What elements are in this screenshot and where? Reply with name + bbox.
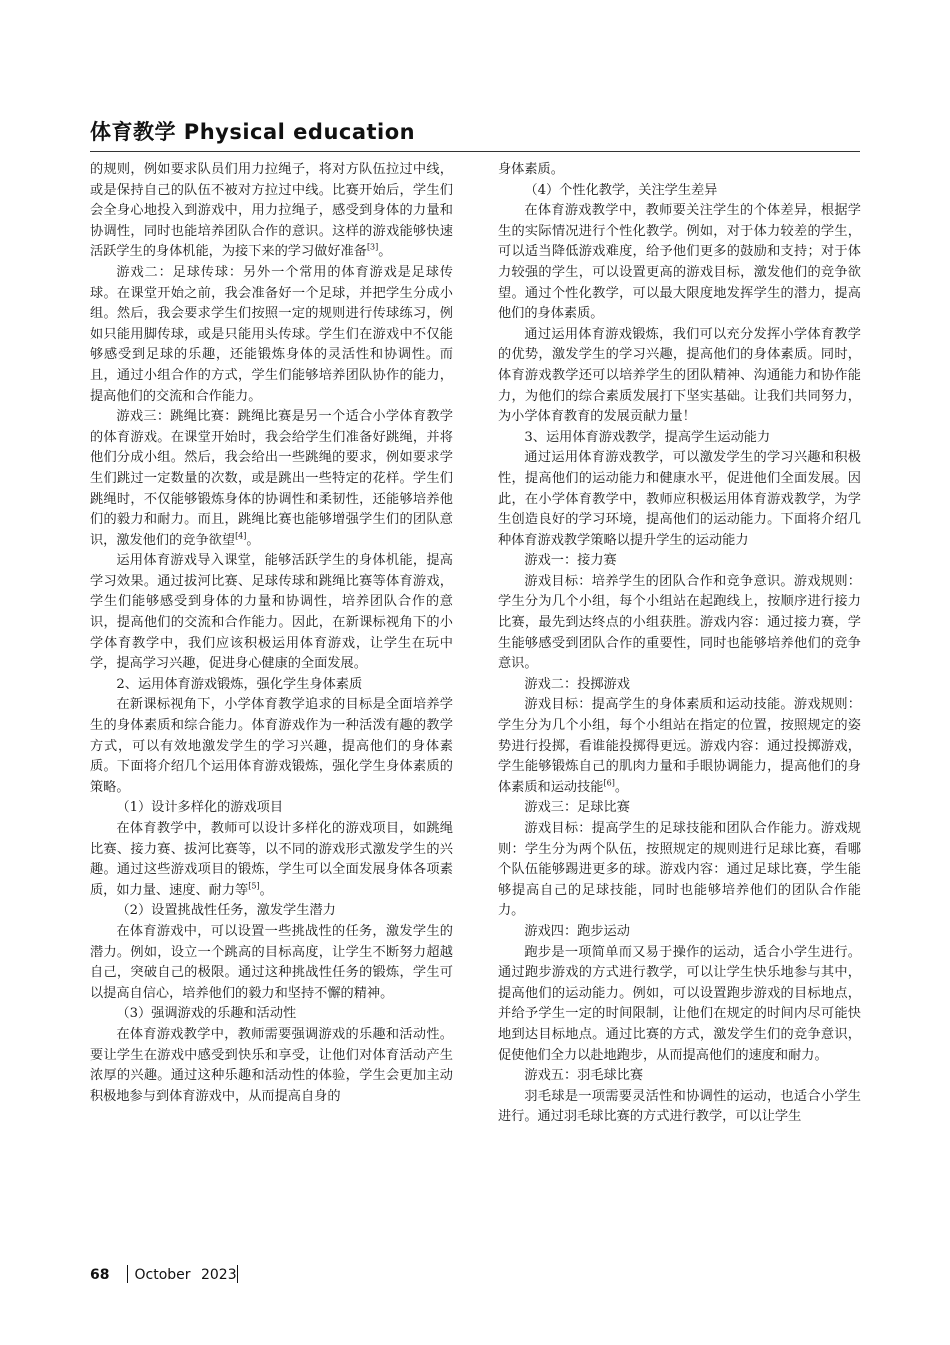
paragraph xyxy=(498,1066,861,1087)
header-divider xyxy=(90,151,860,152)
paragraph-text: （2）设置挑战性任务，激发学生潜力 xyxy=(116,903,336,919)
paragraph-text: 在体育游戏中，可以设置一些挑战性的任务，激发学生的潜力。例如，设立一个跳高的目标高度，让学生不断努力超越自己，突破自己的极限。通过这种挑战性任务的锻炼，学生可以提高自信心，培养他们的毅力和坚持不懈的精神。 xyxy=(90,923,453,1001)
citation-ref: [6] xyxy=(603,778,615,788)
page-footer xyxy=(90,1265,238,1283)
paragraph-end: 。 xyxy=(378,244,392,260)
paragraph xyxy=(90,922,453,1004)
paragraph-text: 游戏三：足球比赛 xyxy=(524,800,630,816)
paragraph-end: 。 xyxy=(246,532,260,548)
paragraph-text: 游戏目标：提高学生的身体素质和运动技能。游戏规则：学生分为几个小组，每个小组站在指定的位置，按照规定的姿势进行投掷，看谁能投掷得更远。游戏内容：通过投掷游戏，学生能够锻炼自己的肌肉力量和手眼协调能力，提高他们的身体素质和运动技能 xyxy=(498,697,861,795)
paragraph-text: 游戏目标：提高学生的足球技能和团队合作能力。游戏规则：学生分为两个队伍，按照规定的规则进行足球比赛，看哪个队伍能够踢进更多的球。游戏内容：通过足球比赛，学生能够提高自己的足球技能，同时也能够培养他们的团队合作能力。 xyxy=(498,821,861,919)
paragraph-text: （3）强调游戏的乐趣和活动性 xyxy=(116,1006,297,1022)
page-number: 68 xyxy=(90,1267,110,1283)
paragraph-text: 在体育游戏教学中，教师要关注学生的个体差异，根据学生的实际情况进行个性化教学。例如，对于体力较差的学生，可以适当降低游戏难度，给予他们更多的鼓励和支持；对于体力较强的学生，可以设置更高的游戏目标，激发他们的竞争欲望。通过个性化教学，可以最大限度地发挥学生的潜力，提高他们的身体素质。 xyxy=(498,203,861,322)
citation-ref: [3] xyxy=(366,242,379,252)
paragraph xyxy=(90,819,453,901)
paragraph-text: 在体育教学中，教师可以设计多样化的游戏项目，如跳绳比赛、接力赛、拔河比赛等，以不同的游戏形式激发学生的兴趣。通过这些游戏项目的锻炼，学生可以全面发展身体各项素质，如力量、速度、耐力等 xyxy=(90,821,453,898)
paragraph xyxy=(90,695,453,798)
paragraph xyxy=(498,201,861,325)
paragraph xyxy=(498,428,861,449)
paragraph-text: 2、运用体育游戏锻炼，强化学生身体素质 xyxy=(116,676,363,692)
paragraph-text: 游戏二：投掷游戏 xyxy=(524,676,630,692)
paragraph xyxy=(90,1004,453,1025)
paragraph-text: 游戏四：跑步运动 xyxy=(524,923,630,939)
paragraph xyxy=(90,1025,453,1107)
paragraph-text: 羽毛球是一项需要灵活性和协调性的运动，也适合小学生进行。通过羽毛球比赛的方式进行教学，可以让学生 xyxy=(498,1088,861,1125)
paragraph xyxy=(90,551,453,675)
paragraph xyxy=(90,407,453,551)
paragraph xyxy=(498,943,861,1067)
paragraph-text: 通过运用体育游戏教学，可以激发学生的学习兴趣和积极性，提高他们的运动能力和健康水平，促进他们全面发展。因此，在小学体育教学中，教师应积极运用体育游戏教学，为学生创造良好的学习环境，提高他们的运动能力。下面将介绍几种体育游戏教学策略以提升学生的运动能力 xyxy=(498,450,861,548)
running-header xyxy=(90,116,860,146)
issue-month: October xyxy=(134,1267,191,1283)
paragraph-text: （1）设计多样化的游戏项目 xyxy=(116,800,284,816)
paragraph-text: 游戏二：足球传球：另外一个常用的体育游戏是足球传球。在课堂开始之前，我会准备好一个足球，并把学生分成小组。然后，我会要求学生们按照一定的规则进行传球练习，例如只能用脚传球，或是只能用头传球。学生们在游戏中不仅能够感受到足球的乐趣，还能锻炼身体的灵活性和协调性。而且，通过小组合作的方式，学生们能够培养团队协作的能力，提高他们的交流和合作能力。 xyxy=(90,264,453,404)
paragraph-text: 在新课标视角下，小学体育教学追求的目标是全面培养学生的身体素质和综合能力。体育游戏作为一种活泼有趣的教学方式，可以有效地激发学生的学习兴趣，提高他们的身体素质。下面将介绍几个运用体育游戏锻炼，强化学生身体素质的策略。 xyxy=(90,697,453,795)
paragraph-text: 游戏一：接力赛 xyxy=(524,553,617,569)
paragraph xyxy=(498,798,861,819)
paragraph-text: 运用体育游戏导入课堂，能够活跃学生的身体机能，提高学习效果。通过拔河比赛、足球传球和跳绳比赛等体育游戏，学生们能够感受到身体的力量和协调性，培养团队合作的意识，提高他们的交流和合作能力。因此，在新课标视角下的小学体育教学中，我们应该积极运用体育游戏，让学生在玩中学，提高学习兴趣，促进身心健康的全面发展。 xyxy=(90,553,453,672)
paragraph xyxy=(90,263,453,407)
paragraph xyxy=(90,160,453,263)
paragraph-text: 通过运用体育游戏锻炼，我们可以充分发挥小学体育教学的优势，激发学生的学习兴趣，提高他们的身体素质。同时，体育游戏教学还可以培养学生的团队精神、沟通能力和协作能力，为他们的综合素质发展打下坚实基础。让我们共同努力，为小学体育教育的发展贡献力量！ xyxy=(498,326,861,425)
paragraph xyxy=(498,675,861,696)
left-text-column xyxy=(90,160,453,1107)
paragraph xyxy=(90,798,453,819)
paragraph xyxy=(90,675,453,696)
paragraph xyxy=(498,181,861,202)
issue-year: 2023 xyxy=(200,1267,237,1283)
journal-section-title: 体育教学 Physical education xyxy=(90,120,416,144)
paragraph-text: 跑步是一项简单而又易于操作的运动，适合小学生进行。通过跑步游戏的方式进行教学，可以让学生快乐地参与其中，提高他们的运动能力。例如，可以设置跑步游戏的目标地点，并给予学生一定的时间限制，让他们在规定的时间内尽可能快地到达目标地点。通过比赛的方式，激发学生们的竞争意识，促使他们全力以赴地跑步，从而提高他们的速度和耐力。 xyxy=(498,944,861,1063)
paragraph xyxy=(498,325,861,428)
citation-ref: [4] xyxy=(235,531,247,541)
paragraph-text: 游戏五：羽毛球比赛 xyxy=(524,1068,644,1084)
paragraph xyxy=(498,1087,861,1128)
paragraph xyxy=(498,160,861,181)
paragraph xyxy=(498,572,861,675)
paragraph-text: 3、运用体育游戏教学，提高学生运动能力 xyxy=(524,429,771,445)
paragraph-end: 。 xyxy=(259,882,273,898)
paragraph xyxy=(498,819,861,922)
paragraph-text: 游戏三：跳绳比赛：跳绳比赛是另一个适合小学体育教学的体育游戏。在课堂开始时，我会给学生们准备好跳绳，并将他们分成小组。然后，我会给出一些跳绳的要求，例如要求学生们跳过一定数量的次数，或是跳出一些特定的花样。学生们跳绳时，不仅能够锻炼身体的协调性和柔韧性，还能够培养他们的毅力和耐力。而且，跳绳比赛也能够增强学生们的团队意识，激发他们的竞争欲望 xyxy=(90,409,453,548)
paragraph-text: （4）个性化教学，关注学生差异 xyxy=(524,182,718,198)
citation-ref: [5] xyxy=(248,881,260,891)
paragraph-text: 的规则，例如要求队员们用力拉绳子，将对方队伍拉过中线，或是保持自己的队伍不被对方拉过中线。比赛开始后，学生们会全身心地投入到游戏中，用力拉绳子，感受到身体的力量和协调性，同时也能培养团队合作的意识。这样的游戏能够快速活跃学生的身体机能，为接下来的学习做好准备 xyxy=(90,162,453,260)
paragraph-text: 身体素质。 xyxy=(498,162,564,177)
right-text-column xyxy=(498,160,861,1128)
paragraph xyxy=(498,922,861,943)
paragraph-end: 。 xyxy=(614,779,629,795)
footer-divider-end xyxy=(237,1265,238,1283)
paragraph-text: 在体育游戏教学中，教师需要强调游戏的乐趣和活动性。要让学生在游戏中感受到快乐和享受，让他们对体育活动产生浓厚的兴趣。通过这种乐趣和活动性的体验，学生会更加主动积极地参与到体育游戏中，从而提高自身的 xyxy=(90,1026,453,1104)
paragraph xyxy=(498,551,861,572)
paragraph-text: 游戏目标：培养学生的团队合作和竞争意识。游戏规则：学生分为几个小组，每个小组站在起跑线上，按顺序进行接力比赛，最先到达终点的小组获胜。游戏内容：通过接力赛，学生能够感受到团队合作的重要性，同时也能够培养他们的竞争意识。 xyxy=(498,573,861,672)
footer-divider xyxy=(127,1265,128,1283)
paragraph xyxy=(498,695,861,798)
paragraph xyxy=(90,901,453,922)
paragraph xyxy=(498,448,861,551)
